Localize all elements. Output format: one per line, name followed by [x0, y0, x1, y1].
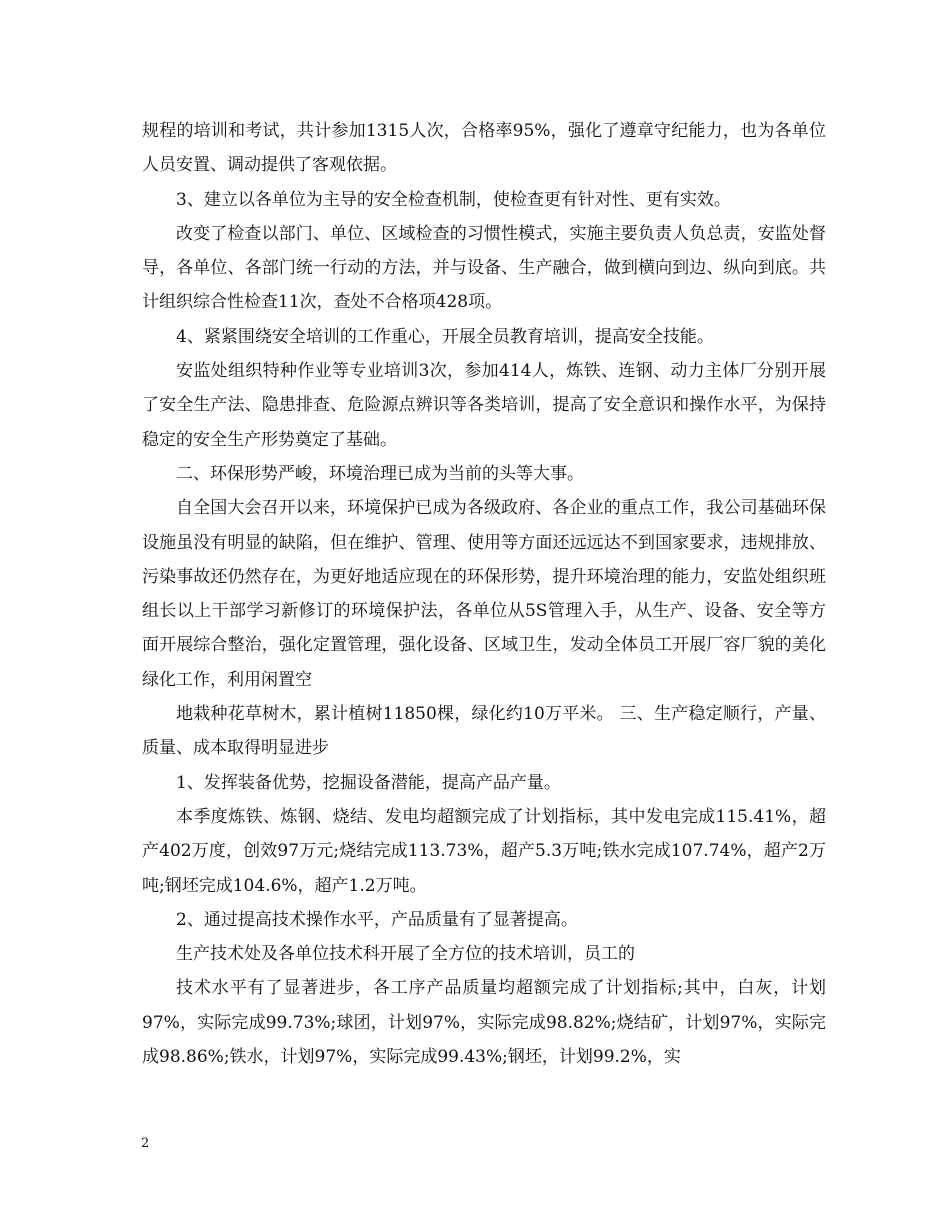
paragraph-12: 生产技术处及各单位技术科开展了全方位的技术培训，员工的: [176, 944, 635, 965]
paragraph-6: 二、环保形势严峻，环境治理已成为当前的头等大事。: [176, 463, 584, 484]
body-text: [142, 114, 826, 1074]
paragraph-5: 安监处组织特种作业等专业培训3次，参加414人，炼铁、连钢、动力主体厂分别开展了安全生产法、隐患排查、危险源点辨识等各类培训，提高了安全意识和操作水平，为保持稳定的安全生产形势奠定了基础。: [142, 361, 826, 450]
paragraph-4: 4、紧紧围绕安全培训的工作重心，开展全员教育培训，提高安全技能。: [176, 326, 714, 347]
paragraph-1: 规程的培训和考试，共计参加1315人次，合格率95%，强化了遵章守纪能力，也为各单位人员安置、调动提供了客观依据。: [142, 121, 826, 176]
paragraph-9: 1、发挥装备优势，挖掘设备潜能，提高产品产量。: [176, 772, 561, 793]
page-number: 2: [141, 1136, 150, 1151]
paragraph-8: 地栽种花草树木，累计植树11850棵，绿化约10万平米。 三、生产稳定顺行，产量、质量、成本取得明显进步: [142, 704, 826, 759]
paragraph-10: 本季度炼铁、炼钢、烧结、发电均超额完成了计划指标，其中发电完成115.41%，超产402万度，创效97万元;烧结完成113.73%，超产5.3万吨;铁水完成107.74%，超产2万吨;钢坯完成104.6%，超产1.2万吨。: [142, 806, 826, 896]
paragraph-7: 自全国大会召开以来，环境保护已成为各级政府、各企业的重点工作，我公司基础环保设施虽没有明显的缺陷，但在维护、管理、使用等方面还远远达不到国家要求，违规排放、污染事故还仍然存在，为更好地适应现在的环保形势，提升环境治理的能力，安监处组织班组长以上干部学习新修订的环境保护法，各单位从5S管理入手，从生产、设备、安全等方面开展综合整治，强化定置管理，强化设备、区域卫生，发动全体员工开展厂容厂貌的美化绿化工作，利用闲置空: [142, 498, 826, 690]
paragraph-3: 改变了检查以部门、单位、区域检查的习惯性模式，实施主要负责人负总责，安监处督导，各单位、各部门统一行动的方法，并与设备、生产融合，做到横向到边、纵向到底。共计组织综合性检查11次，查处不合格项428项。: [142, 223, 826, 313]
paragraph-2: 3、建立以各单位为主导的安全检查机制，使检查更有针对性、更有实效。: [176, 189, 731, 210]
paragraph-13: 技术水平有了显著进步，各工序产品质量均超额完成了计划指标;其中，白灰，计划97%，实际完成99.73%;球团，计划97%，实际完成98.82%;烧结矿，计划97%，实际完成98.86%;铁水，计划97%，实际完成99.43%;钢坯，计划99.2%，实: [142, 978, 826, 1068]
paragraph-11: 2、通过提高技术操作水平，产品质量有了显著提高。: [176, 909, 578, 930]
